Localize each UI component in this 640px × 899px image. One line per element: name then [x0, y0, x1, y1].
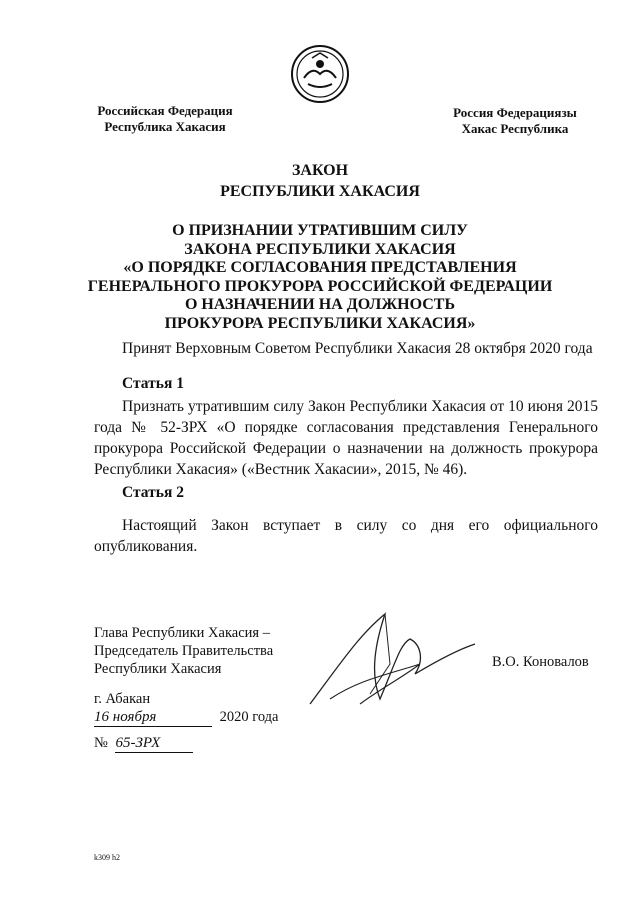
number-line [94, 734, 193, 753]
date-line [94, 708, 278, 727]
document-subtitle [0, 222, 640, 333]
position-line-3: Республики Хакасия [94, 661, 222, 677]
handwritten-signature [300, 604, 480, 714]
article-1-heading: Статья 1 [122, 375, 184, 392]
adoption-statement: Принят Верховным Советом Республики Хакасия 28 октября 2020 года [122, 340, 593, 357]
coat-of-arms-seal [290, 44, 350, 104]
header-left-line-1: Российская Федерация [97, 103, 233, 118]
position-line-2: Председатель Правительства [94, 643, 274, 659]
handwritten-number: 65-ЗРХ [115, 734, 193, 753]
subtitle-line-3: «О ПОРЯДКЕ СОГЛАСОВАНИЯ ПРЕДСТАВЛЕНИЯ [123, 259, 517, 276]
number-sign: № [94, 735, 108, 751]
signatory-name: В.О. Коновалов [492, 654, 589, 670]
position-line-1: Глава Республики Хакасия – [94, 625, 270, 641]
header-left [90, 103, 240, 135]
article-1-text: Признать утратившим силу Закон Республики Хакасия от 10 июня 2015 года № 52-ЗРХ «О порядке согласования представления Генерального прокурора Российской Федерации о назначении на должность прокурора Республики Хакасия» («Вестник Хакасии», 2015, № 46). [94, 398, 598, 478]
subtitle-line-5: О НАЗНАЧЕНИИ НА ДОЛЖНОСТЬ [184, 296, 456, 313]
place: г. Абакан [94, 691, 151, 707]
title-line-1: ЗАКОН [291, 162, 349, 179]
handwritten-date: 16 ноября [94, 708, 212, 727]
subtitle-line-1: О ПРИЗНАНИИ УТРАТИВШИМ СИЛУ [172, 222, 468, 239]
article-2-heading: Статья 2 [122, 484, 184, 501]
date-year: 2020 года [219, 709, 279, 725]
header-right [440, 105, 590, 137]
document-title [0, 160, 640, 202]
signatory-position [94, 624, 273, 678]
header-right-line-1: Россия Федерациязы [453, 105, 577, 120]
document-code: k309 h2 [94, 853, 120, 862]
article-2-text: Настоящий Закон вступает в силу со дня его официального опубликования. [94, 517, 598, 555]
subtitle-line-4: ГЕНЕРАЛЬНОГО ПРОКУРОРА РОССИЙСКОЙ ФЕДЕРАЦИИ [87, 277, 553, 295]
header-right-line-2: Хакас Республика [461, 121, 569, 136]
header-left-line-2: Республика Хакасия [104, 119, 226, 134]
subtitle-line-2: ЗАКОНА РЕСПУБЛИКИ ХАКАСИЯ [184, 240, 456, 258]
title-line-2: РЕСПУБЛИКИ ХАКАСИЯ [220, 183, 420, 200]
subtitle-line-6: ПРОКУРОРА РЕСПУБЛИКИ ХАКАСИЯ» [164, 314, 476, 332]
